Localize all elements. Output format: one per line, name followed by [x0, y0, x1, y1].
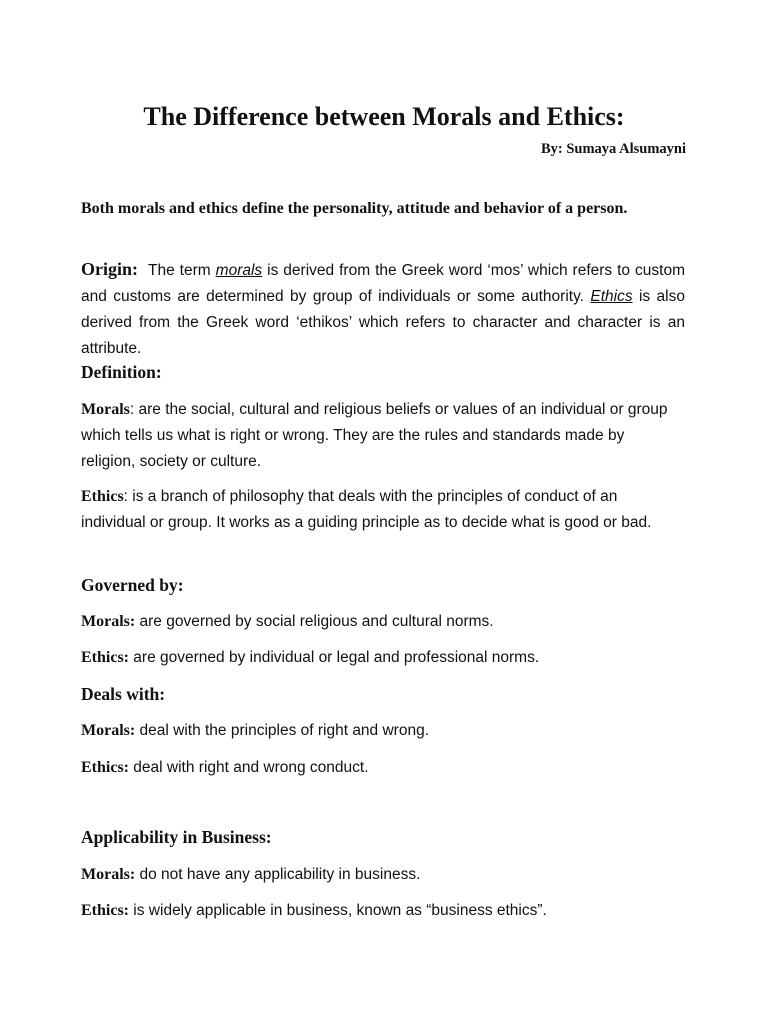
- deals-morals-text: deal with the principles of right and wrong.: [135, 722, 430, 739]
- governed-morals-text: are governed by social religious and cultural norms.: [135, 613, 494, 630]
- business-morals-paragraph: [81, 862, 681, 888]
- deals-ethics-paragraph: [81, 755, 681, 781]
- origin-label: Origin:: [81, 259, 138, 279]
- term-ethics: Ethics: [590, 288, 633, 305]
- governed-morals-label: Morals:: [81, 613, 136, 630]
- intro-paragraph: Both morals and ethics define the personality, attitude and behavior of a person.: [81, 200, 628, 217]
- business-heading: Applicability in Business:: [81, 827, 272, 847]
- author-line: By: Sumaya Alsumayni: [540, 141, 686, 157]
- business-morals-label: Morals:: [81, 866, 136, 883]
- document-title: The Difference between Morals and Ethics:: [143, 102, 625, 131]
- governed-morals-paragraph: [81, 609, 681, 635]
- business-ethics-paragraph: [81, 898, 681, 924]
- governed-ethics-label: Ethics:: [81, 649, 129, 666]
- governed-by-heading: Governed by:: [81, 575, 184, 595]
- definition-ethics-text: : is a branch of philosophy that deals with the principles of conduct of an individual or group. It works as a guiding principle as to decide what is good or bad.: [81, 488, 652, 531]
- term-morals: morals: [215, 262, 263, 279]
- deals-ethics-text: deal with right and wrong conduct.: [129, 759, 369, 776]
- origin-text-3: is also derived from the Greek word ‘ethikos’ which refers to character and character is an attribute.: [81, 288, 685, 357]
- governed-ethics-text: are governed by individual or legal and professional norms.: [129, 649, 540, 666]
- deals-morals-paragraph: [81, 718, 681, 744]
- deals-morals-label: Morals:: [81, 722, 136, 739]
- business-morals-text: do not have any applicability in business.: [135, 866, 421, 883]
- definition-heading: Definition:: [81, 362, 162, 382]
- definition-ethics-paragraph: [81, 484, 681, 536]
- definition-ethics-label: Ethics: [81, 488, 124, 505]
- origin-paragraph: [81, 256, 685, 362]
- deals-with-heading: Deals with:: [81, 684, 166, 704]
- deals-ethics-label: Ethics:: [81, 759, 129, 776]
- definition-morals-label: Morals: [81, 401, 130, 418]
- origin-text-2: is derived from the Greek word ‘mos’ which refers to custom and customs are determined by group of individuals or some authority.: [81, 262, 685, 305]
- business-ethics-text: is widely applicable in business, known as “business ethics”.: [129, 902, 547, 919]
- business-ethics-label: Ethics:: [81, 902, 129, 919]
- governed-ethics-paragraph: [81, 645, 681, 671]
- definition-morals-paragraph: [81, 397, 681, 475]
- origin-text-1: The term: [148, 262, 216, 279]
- definition-morals-text: : are the social, cultural and religious beliefs or values of an individual or group which tells us what is right or wrong. They are the rules and standards made by religion, society or culture.: [81, 401, 668, 470]
